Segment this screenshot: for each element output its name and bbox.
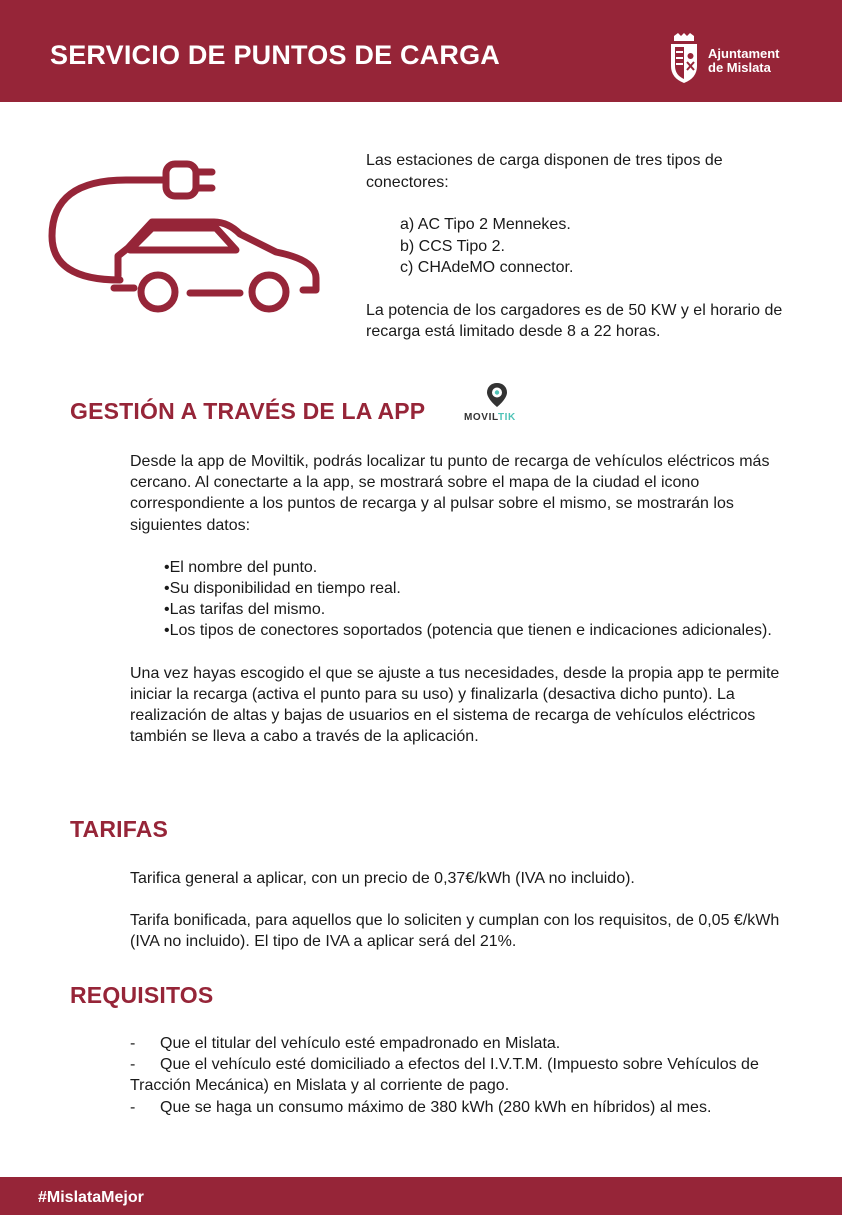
tarifa-bonificada: Tarifa bonificada, para aquellos que lo soliciten y cumplan con los requisitos, de 0,05 €/kWh (IVA no incluido). El tipo de IVA a aplicar será del 21%.: [130, 912, 780, 951]
page-title: SERVICIO DE PUNTOS DE CARGA: [50, 40, 500, 70]
requisito-text: Que el vehículo esté domiciliado a efectos del I.V.T.M. (Impuesto sobre Vehículos de Tracción Mecánica) en Mislata y al corriente de pago.: [130, 1056, 759, 1095]
list-dash: -: [130, 1098, 136, 1116]
ajuntament-logo: [668, 32, 798, 84]
list-dash: -: [130, 1035, 136, 1052]
moviltik-wordmark-part-1: MOVIL: [464, 412, 498, 423]
moviltik-logo: [464, 382, 530, 428]
list-item: •Su disponibilidad en tiempo real.: [164, 580, 401, 598]
map-pin-icon: [486, 382, 508, 408]
moviltik-wordmark: [464, 412, 516, 423]
tarifa-general: Tarifica general a aplicar, con un precio de 0,37€/kWh (IVA no incluido).: [130, 870, 635, 887]
list-item: •Los tipos de conectores soportados (potencia que tienen e indicaciones adicionales).: [164, 622, 772, 640]
ajuntament-logo-text: [708, 47, 780, 75]
connector-item: c) CHAdeMO connector.: [400, 259, 574, 276]
logo-line-1: Ajuntament: [708, 46, 780, 61]
list-dash: -: [130, 1056, 136, 1074]
app-data-list: [130, 557, 790, 642]
tarifas-title: TARIFAS: [70, 816, 169, 842]
app-section-body: [130, 451, 790, 747]
list-item: •El nombre del punto.: [164, 558, 318, 576]
connector-item: a) AC Tipo 2 Mennekes.: [400, 216, 571, 233]
requisitos-list: [130, 1033, 790, 1118]
requisito-text: Que el titular del vehículo esté empadronado en Mislata.: [160, 1035, 561, 1052]
list-item: [130, 1097, 790, 1118]
app-paragraph-2: Una vez hayas escogido el que se ajuste a tus necesidades, desde la propia app te permite iniciar la recarga (activa el punto para su uso) y finalizarla (desactiva dicho punto). La realización de altas y bajas de usuarios en el sistema de recarga de vehículos eléctricos también se lleva a cabo a través de la aplicación.: [130, 664, 780, 746]
coat-of-arms-icon: [668, 32, 700, 84]
footer-banner: [0, 1177, 842, 1215]
list-item: [130, 1054, 790, 1096]
app-section-title: GESTIÓN A TRAVÉS DE LA APP: [70, 398, 426, 424]
moviltik-wordmark-part-2: TIK: [497, 412, 516, 423]
header-banner: [0, 0, 842, 102]
app-paragraph-1: Desde la app de Moviltik, podrás localizar tu punto de recarga de vehículos eléctricos más cercano. Al conectarte a la app, se mostrará sobre el mapa de la ciudad el icono correspondiente a los puntos de recarga y al pulsar sobre el mismo, se mostrarán los siguientes datos:: [130, 453, 770, 534]
list-item: •Las tarifas del mismo.: [164, 601, 326, 619]
logo-line-2: de Mislata: [708, 60, 771, 75]
electric-car-icon: [48, 158, 328, 323]
connector-item: b) CCS Tipo 2.: [400, 237, 505, 255]
footer-hashtag: #MislataMejor: [38, 1189, 144, 1206]
list-item: [130, 1033, 790, 1054]
intro-paragraph-1: Las estaciones de carga disponen de tres tipos de conectores:: [366, 152, 723, 191]
intro-paragraph-2: La potencia de los cargadores es de 50 KW y el horario de recarga está limitado desde 8 a 22 horas.: [366, 301, 783, 340]
tarifas-body: [130, 868, 790, 953]
connectors-intro: [366, 150, 786, 343]
requisitos-body: [130, 1033, 790, 1118]
connector-list: [366, 214, 786, 279]
requisito-text: Que se haga un consumo máximo de 380 kWh (280 kWh en híbridos) al mes.: [160, 1098, 712, 1116]
requisitos-title: REQUISITOS: [70, 982, 214, 1008]
